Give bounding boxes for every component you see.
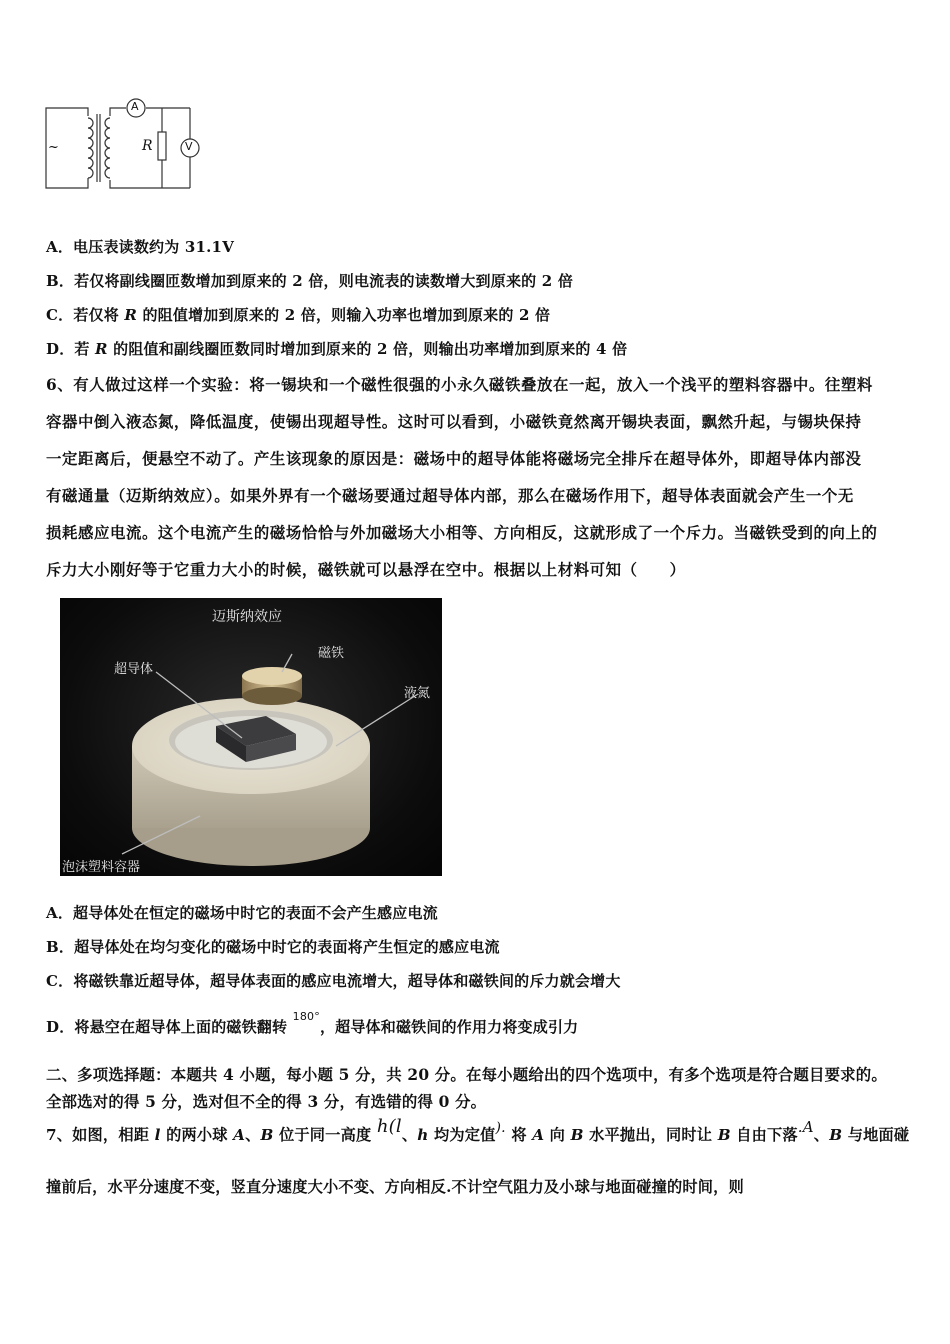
q7-text: 将 (505, 1126, 533, 1144)
q6-option-a: A．超导体处在恒定的磁场中时它的表面不会产生感应电流 (46, 904, 438, 922)
q7-text: 、 (813, 1126, 830, 1144)
q5-option-d-var: R (95, 340, 108, 358)
label-liquid-nitrogen: 液氮 (404, 686, 431, 701)
q7-text: 均为定值 (428, 1126, 496, 1144)
q6-option-d-pre: D．将悬空在超导体上面的磁铁翻转 (46, 1018, 293, 1036)
resistor-label: R (142, 138, 153, 154)
q5-option-c-pre: C．若仅将 (46, 306, 125, 324)
ammeter-label: A (131, 100, 139, 113)
q6-line-1: 6、有人做过这样一个实验：将一锡块和一个磁性很强的小永久磁铁叠放在一起，放入一个浅平的塑料容器中。往塑料 (46, 376, 873, 394)
q5-option-a: A．电压表读数约为 31.1V (46, 238, 235, 256)
q7-text: 、 (401, 1126, 418, 1144)
q7-var-a: .A (797, 1118, 814, 1136)
q7-var-b: B (260, 1126, 274, 1144)
q6-line-3: 一定距离后，便悬空不动了。产生该现象的原因是：磁场中的超导体能将磁场完全排斥在超导体外，即超导体内部没 (46, 450, 862, 468)
q7-text: 与地面碰 (842, 1126, 910, 1144)
q6-line-4: 有磁通量（迈斯纳效应）。如果外界有一个磁场要通过超导体内部，那么在磁场作用下，超导体表面就会产生一个无 (46, 487, 854, 505)
q7-var-a: A (532, 1126, 545, 1144)
q5-option-c (46, 304, 550, 325)
q7-text: 位于同一高度 (273, 1126, 377, 1144)
voltmeter-label: V (185, 140, 193, 153)
q7-line-1 (46, 1116, 910, 1145)
label-foam-container: 泡沫塑料容器 (62, 860, 141, 875)
q6-line-5: 损耗感应电流。这个电流产生的磁场恰恰与外加磁场大小相等、方向相反，这就形成了一个斥力。当磁铁受到的向上的 (46, 524, 878, 542)
section2-line-1: 二、多项选择题：本题共 4 小题，每小题 5 分，共 20 分。在每小题给出的四个选项中，有多个选项是符合题目要求的。 (46, 1066, 887, 1084)
q7-var-h: h (417, 1126, 429, 1144)
meissner-effect-photo (60, 598, 442, 876)
q7-text: 的两小球 (160, 1126, 234, 1144)
q7-var-l: l (154, 1126, 161, 1144)
q6-option-d-post: ，超导体和磁铁间的作用力将变成引力 (319, 1018, 579, 1036)
q7-var-b: B (717, 1126, 731, 1144)
q7-var-b: B (570, 1126, 584, 1144)
q6-option-c: C．将磁铁靠近超导体，超导体表面的感应电流增大，超导体和磁铁间的斥力就会增大 (46, 972, 621, 990)
photo-title: 迈斯纳效应 (212, 609, 282, 625)
source-symbol: ~ (48, 140, 59, 155)
q7-text: 、 (245, 1126, 261, 1144)
q6-line-2: 容器中倒入液态氮，降低温度，使锡出现超导性。这时可以看到，小磁铁竟然离开锡块表面，飘然升起，与锡块保持 (46, 413, 862, 431)
q7-text: 自由下落 (730, 1126, 798, 1144)
q7-line-2: 撞前后，水平分速度不变，竖直分速度大小不变、方向相反.不计空气阻力及小球与地面碰撞的时间，则 (46, 1178, 744, 1196)
q5-option-c-post: 的阻值增加到原来的 2 倍，则输入功率也增加到原来的 2 倍 (137, 306, 551, 324)
q7-var-hl: h(l (376, 1116, 402, 1137)
q7-text: 7、如图，相距 (46, 1126, 155, 1144)
label-magnet: 磁铁 (318, 646, 345, 661)
q7-text: 向 (544, 1126, 571, 1144)
angle-180: 180° (292, 1010, 320, 1023)
q7-text: 水平抛出，同时让 (583, 1126, 718, 1144)
q7-var-b: B (829, 1126, 843, 1144)
q5-option-d (46, 338, 627, 359)
section2-line-2: 全部选对的得 5 分，选对但不全的得 3 分，有选错的得 0 分。 (46, 1093, 487, 1111)
q5-option-b: B．若仅将副线圈匝数增加到原来的 2 倍，则电流表的读数增大到原来的 2 倍 (46, 272, 574, 290)
q7-var-a: A (233, 1126, 246, 1144)
q6-option-d (46, 1010, 579, 1037)
q5-option-c-var: R (124, 306, 138, 324)
label-superconductor: 超导体 (114, 662, 154, 677)
q6-option-b: B．超导体处在均匀变化的磁场中时它的表面将产生恒定的感应电流 (46, 938, 500, 956)
q6-line-6: 斥力大小刚好等于它重力大小的时候，磁铁就可以悬浮在空中。根据以上材料可知（ ） (46, 561, 686, 579)
q7-close-paren: ). (495, 1120, 506, 1136)
q5-option-d-pre: D．若 (46, 340, 96, 358)
q5-option-d-post: 的阻值和副线圈匝数同时增加到原来的 2 倍，则输出功率增加到原来的 4 倍 (107, 340, 628, 358)
transformer-circuit-diagram (40, 96, 215, 196)
meissner-photo-svg (60, 598, 442, 876)
